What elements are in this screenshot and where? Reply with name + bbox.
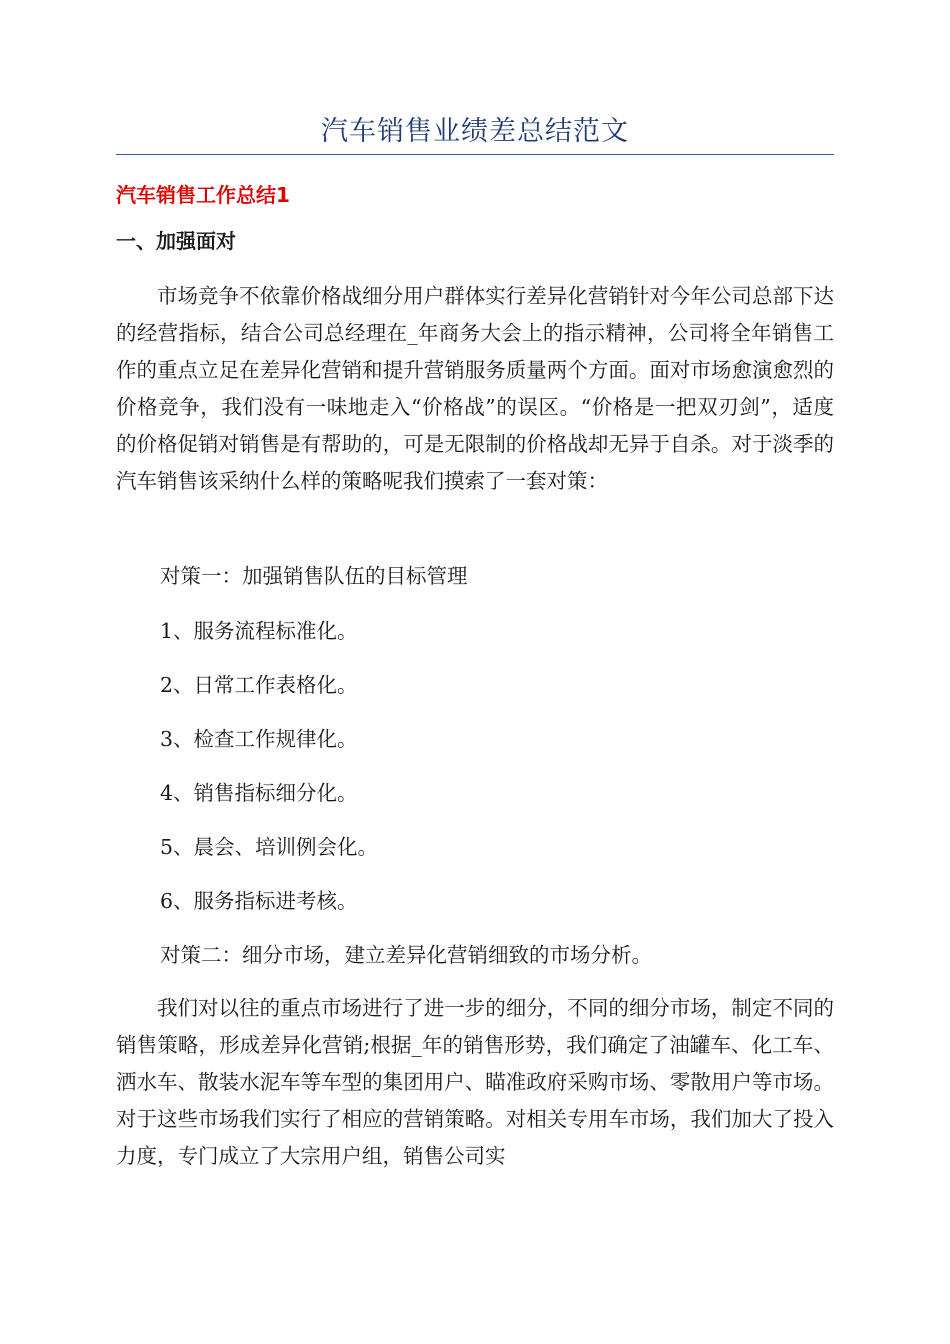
document-title: 汽车销售业绩差总结范文 [321,116,629,147]
list-item: 3、检查工作规律化。 [160,727,358,751]
strategy-heading-2: 对策二：细分市场，建立差异化营销细致的市场分析。 [160,943,652,967]
strategy-heading-1: 对策一：加强销售队伍的目标管理 [160,564,468,588]
list-item: 6、服务指标进考核。 [160,889,358,913]
body-paragraph-2: 我们对以往的重点市场进行了进一步的细分，不同的细分市场，制定不同的销售策略，形成差异化营销;根据_年的销售形势，我们确定了油罐车、化工车、洒水车、散装水泥车等车型的集团用户、瞄准政府采购市场、零散用户等市场。对于这些市场我们实行了相应的营销策略。对相关专用车市场，我们加大了投入力度，专门成立了大宗用户组，销售公司实 [116,996,834,1168]
list-item: 1、服务流程标准化。 [160,619,358,643]
section-heading: 汽车销售工作总结1 [116,183,290,207]
list-item: 2、日常工作表格化。 [160,673,358,697]
sub-heading: 一、加强面对 [116,229,236,253]
list-item: 4、销售指标细分化。 [160,781,358,805]
title-divider [116,154,834,155]
body-paragraph-1: 市场竞争不依靠价格战细分用户群体实行差异化营销针对今年公司总部下达的经营指标，结合公司总经理在_年商务大会上的指示精神，公司将全年销售工作的重点立足在差异化营销和提升营销服务质量两个方面。面对市场愈演愈烈的价格竞争，我们没有一味地走入“价格战”的误区。“价格是一把双刃剑”，适度的价格促销对销售是有帮助的，可是无限制的价格战却无异于自杀。对于淡季的汽车销售该采纳什么样的策略呢我们摸索了一套对策： [116,284,834,493]
list-item: 5、晨会、培训例会化。 [160,835,379,859]
